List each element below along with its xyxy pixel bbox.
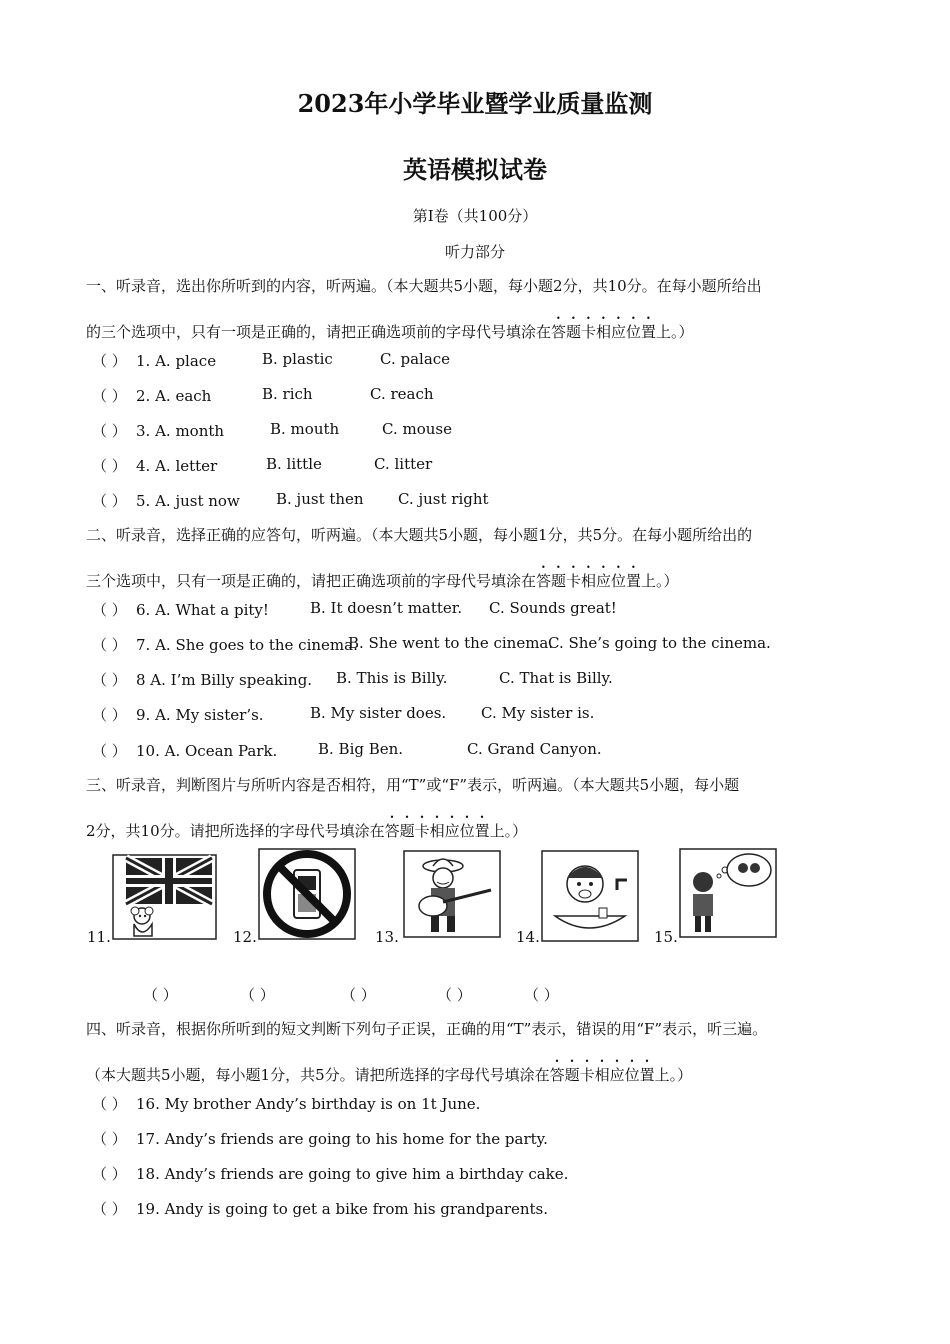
question-7 (92, 634, 358, 655)
emphasis-text: 答题卡相应位置 (536, 572, 642, 590)
question-4 (92, 455, 217, 476)
question-text: 17. Andy’s friends are going to his home for the party. (136, 1130, 548, 1148)
guitar-player-picture (403, 850, 501, 938)
instruction-text: 上。） (656, 323, 694, 341)
question-text: 2. A. each (136, 387, 212, 405)
option-b: B. This is Billy. (336, 669, 448, 687)
question-3 (92, 420, 224, 441)
answer-blank[interactable]: （ ） (92, 492, 127, 510)
question-18 (92, 1163, 568, 1184)
emphasis-text: 答题卡相应位置 (384, 822, 490, 840)
exam-subtitle: 英语模拟试卷 (403, 155, 547, 184)
instruction-text: 的三个选项中，只有一项是正确的，请把正确选项前的字母代号填涂在 (86, 323, 552, 341)
option-c: C. Sounds great! (489, 599, 617, 617)
instruction-text: （本大题共5小题，每小题1分，共5分。请把所选择的字母代号填涂在 (86, 1066, 550, 1084)
picture-label-11: 11. (87, 928, 111, 946)
picture-answer-12[interactable]: （ ） (240, 986, 275, 1004)
answer-blank[interactable]: （ ） (92, 636, 127, 654)
option-b: B. rich (262, 385, 313, 403)
instruction-text: 上。） (489, 822, 528, 840)
option-c: C. My sister is. (481, 704, 595, 722)
question-text: 7. A. She goes to the cinema. (136, 636, 358, 654)
section-3-instruction-cont (86, 813, 527, 841)
answer-blank[interactable]: （ ） (92, 352, 127, 370)
answer-blank[interactable]: （ ） (92, 1130, 127, 1148)
answer-blank[interactable]: （ ） (92, 457, 127, 475)
option-c: C. Grand Canyon. (467, 740, 602, 758)
picture-answer-11[interactable]: （ ） (143, 986, 178, 1004)
question-text: 16. My brother Andy’s birthday is on 1t June. (136, 1095, 481, 1113)
question-text: 4. A. letter (136, 457, 218, 475)
picture-label-14: 14. (516, 928, 540, 946)
question-19 (92, 1198, 548, 1219)
picture-answer-15[interactable]: （ ） (524, 986, 559, 1004)
question-text: 18. Andy’s friends are going to give him a birthday cake. (136, 1165, 569, 1183)
option-c: C. mouse (382, 420, 452, 438)
answer-blank[interactable]: （ ） (92, 671, 127, 689)
question-5 (92, 490, 240, 511)
section-4-instruction-cont (86, 1057, 692, 1085)
option-b: B. It doesn’t matter. (310, 599, 463, 617)
question-1 (92, 350, 216, 371)
option-b: B. little (266, 455, 322, 473)
answer-blank[interactable]: （ ） (92, 1165, 127, 1183)
question-text: 8 A. I’m Billy speaking. (136, 671, 313, 689)
question-2 (92, 385, 211, 406)
volume-label: 第I卷（共100分） (412, 207, 538, 225)
option-c: C. reach (370, 385, 434, 403)
answer-blank[interactable]: （ ） (92, 742, 127, 760)
question-16 (92, 1093, 480, 1114)
emphasis-text: 答题卡相应位置 (551, 323, 657, 341)
question-text: 10. A. Ocean Park. (136, 742, 278, 760)
uk-flag-picture (112, 854, 217, 940)
section-1-instruction-cont (86, 314, 694, 342)
question-text: 9. A. My sister’s. (136, 706, 264, 724)
option-c: C. just right (398, 490, 489, 508)
option-b: B. My sister does. (310, 704, 447, 722)
option-b: B. Big Ben. (318, 740, 404, 758)
instruction-text: 上。） (654, 1066, 693, 1084)
section-2-instruction: 二、听录音，选择正确的应答句，听两遍。（本大题共5小题，每小题1分，共5分。在每小题所给出的 (86, 526, 753, 544)
answer-blank[interactable]: （ ） (92, 387, 127, 405)
question-text: 6. A. What a pity! (136, 601, 269, 619)
no-phone-sign-picture (258, 848, 356, 940)
question-text: 1. A. place (136, 352, 217, 370)
option-c: C. That is Billy. (499, 669, 613, 687)
option-c: C. She’s going to the cinema. (548, 634, 771, 652)
section-2-instruction-cont (86, 563, 679, 591)
picture-answer-14[interactable]: （ ） (437, 986, 472, 1004)
section-4-instruction: 四、听录音，根据你所听到的短文判断下列句子正误，正确的用“T”表示，错误的用“F”表示，听三遍。 (86, 1020, 768, 1038)
answer-blank[interactable]: （ ） (92, 601, 127, 619)
option-c: C. litter (374, 455, 433, 473)
answer-blank[interactable]: （ ） (92, 422, 127, 440)
part-label: 听力部分 (444, 243, 505, 261)
answer-blank[interactable]: （ ） (92, 1095, 127, 1113)
option-b: B. She went to the cinema. (348, 634, 554, 652)
question-17 (92, 1128, 548, 1149)
question-10 (92, 740, 277, 761)
question-text: 5. A. just now (136, 492, 240, 510)
option-b: B. plastic (262, 350, 333, 368)
question-6 (92, 599, 269, 620)
emphasis-text: 答题卡相应位置 (549, 1066, 655, 1084)
option-b: B. mouth (270, 420, 340, 438)
section-1-instruction: 一、听录音，选出你所听到的内容，听两遍。（本大题共5小题，每小题2分，共10分。在每小题所给出 (86, 277, 762, 295)
question-8 (92, 669, 312, 690)
instruction-text: 三个选项中，只有一项是正确的，请把正确选项前的字母代号填涂在 (86, 572, 537, 590)
answer-blank[interactable]: （ ） (92, 1200, 127, 1218)
section-3-instruction: 三、听录音，判断图片与所听内容是否相符，用“T”或“F”表示，听两遍。（本大题共5小题，每小题 (86, 776, 740, 794)
option-c: C. palace (380, 350, 451, 368)
picture-answer-13[interactable]: （ ） (341, 986, 376, 1004)
exam-title: 2023年小学毕业暨学业质量监测 (297, 89, 653, 118)
picture-label-15: 15. (654, 928, 678, 946)
question-9 (92, 704, 264, 725)
washing-face-picture (541, 850, 639, 942)
instruction-text: 上。） (641, 572, 679, 590)
picture-label-12: 12. (233, 928, 257, 946)
instruction-text: 2分，共10分。请把所选择的字母代号填涂在 (86, 822, 385, 840)
thinking-boy-picture (679, 848, 777, 938)
option-b: B. just then (276, 490, 364, 508)
question-text: 19. Andy is going to get a bike from his grandparents. (136, 1200, 549, 1218)
picture-label-13: 13. (375, 928, 399, 946)
answer-blank[interactable]: （ ） (92, 706, 127, 724)
question-text: 3. A. month (136, 422, 225, 440)
